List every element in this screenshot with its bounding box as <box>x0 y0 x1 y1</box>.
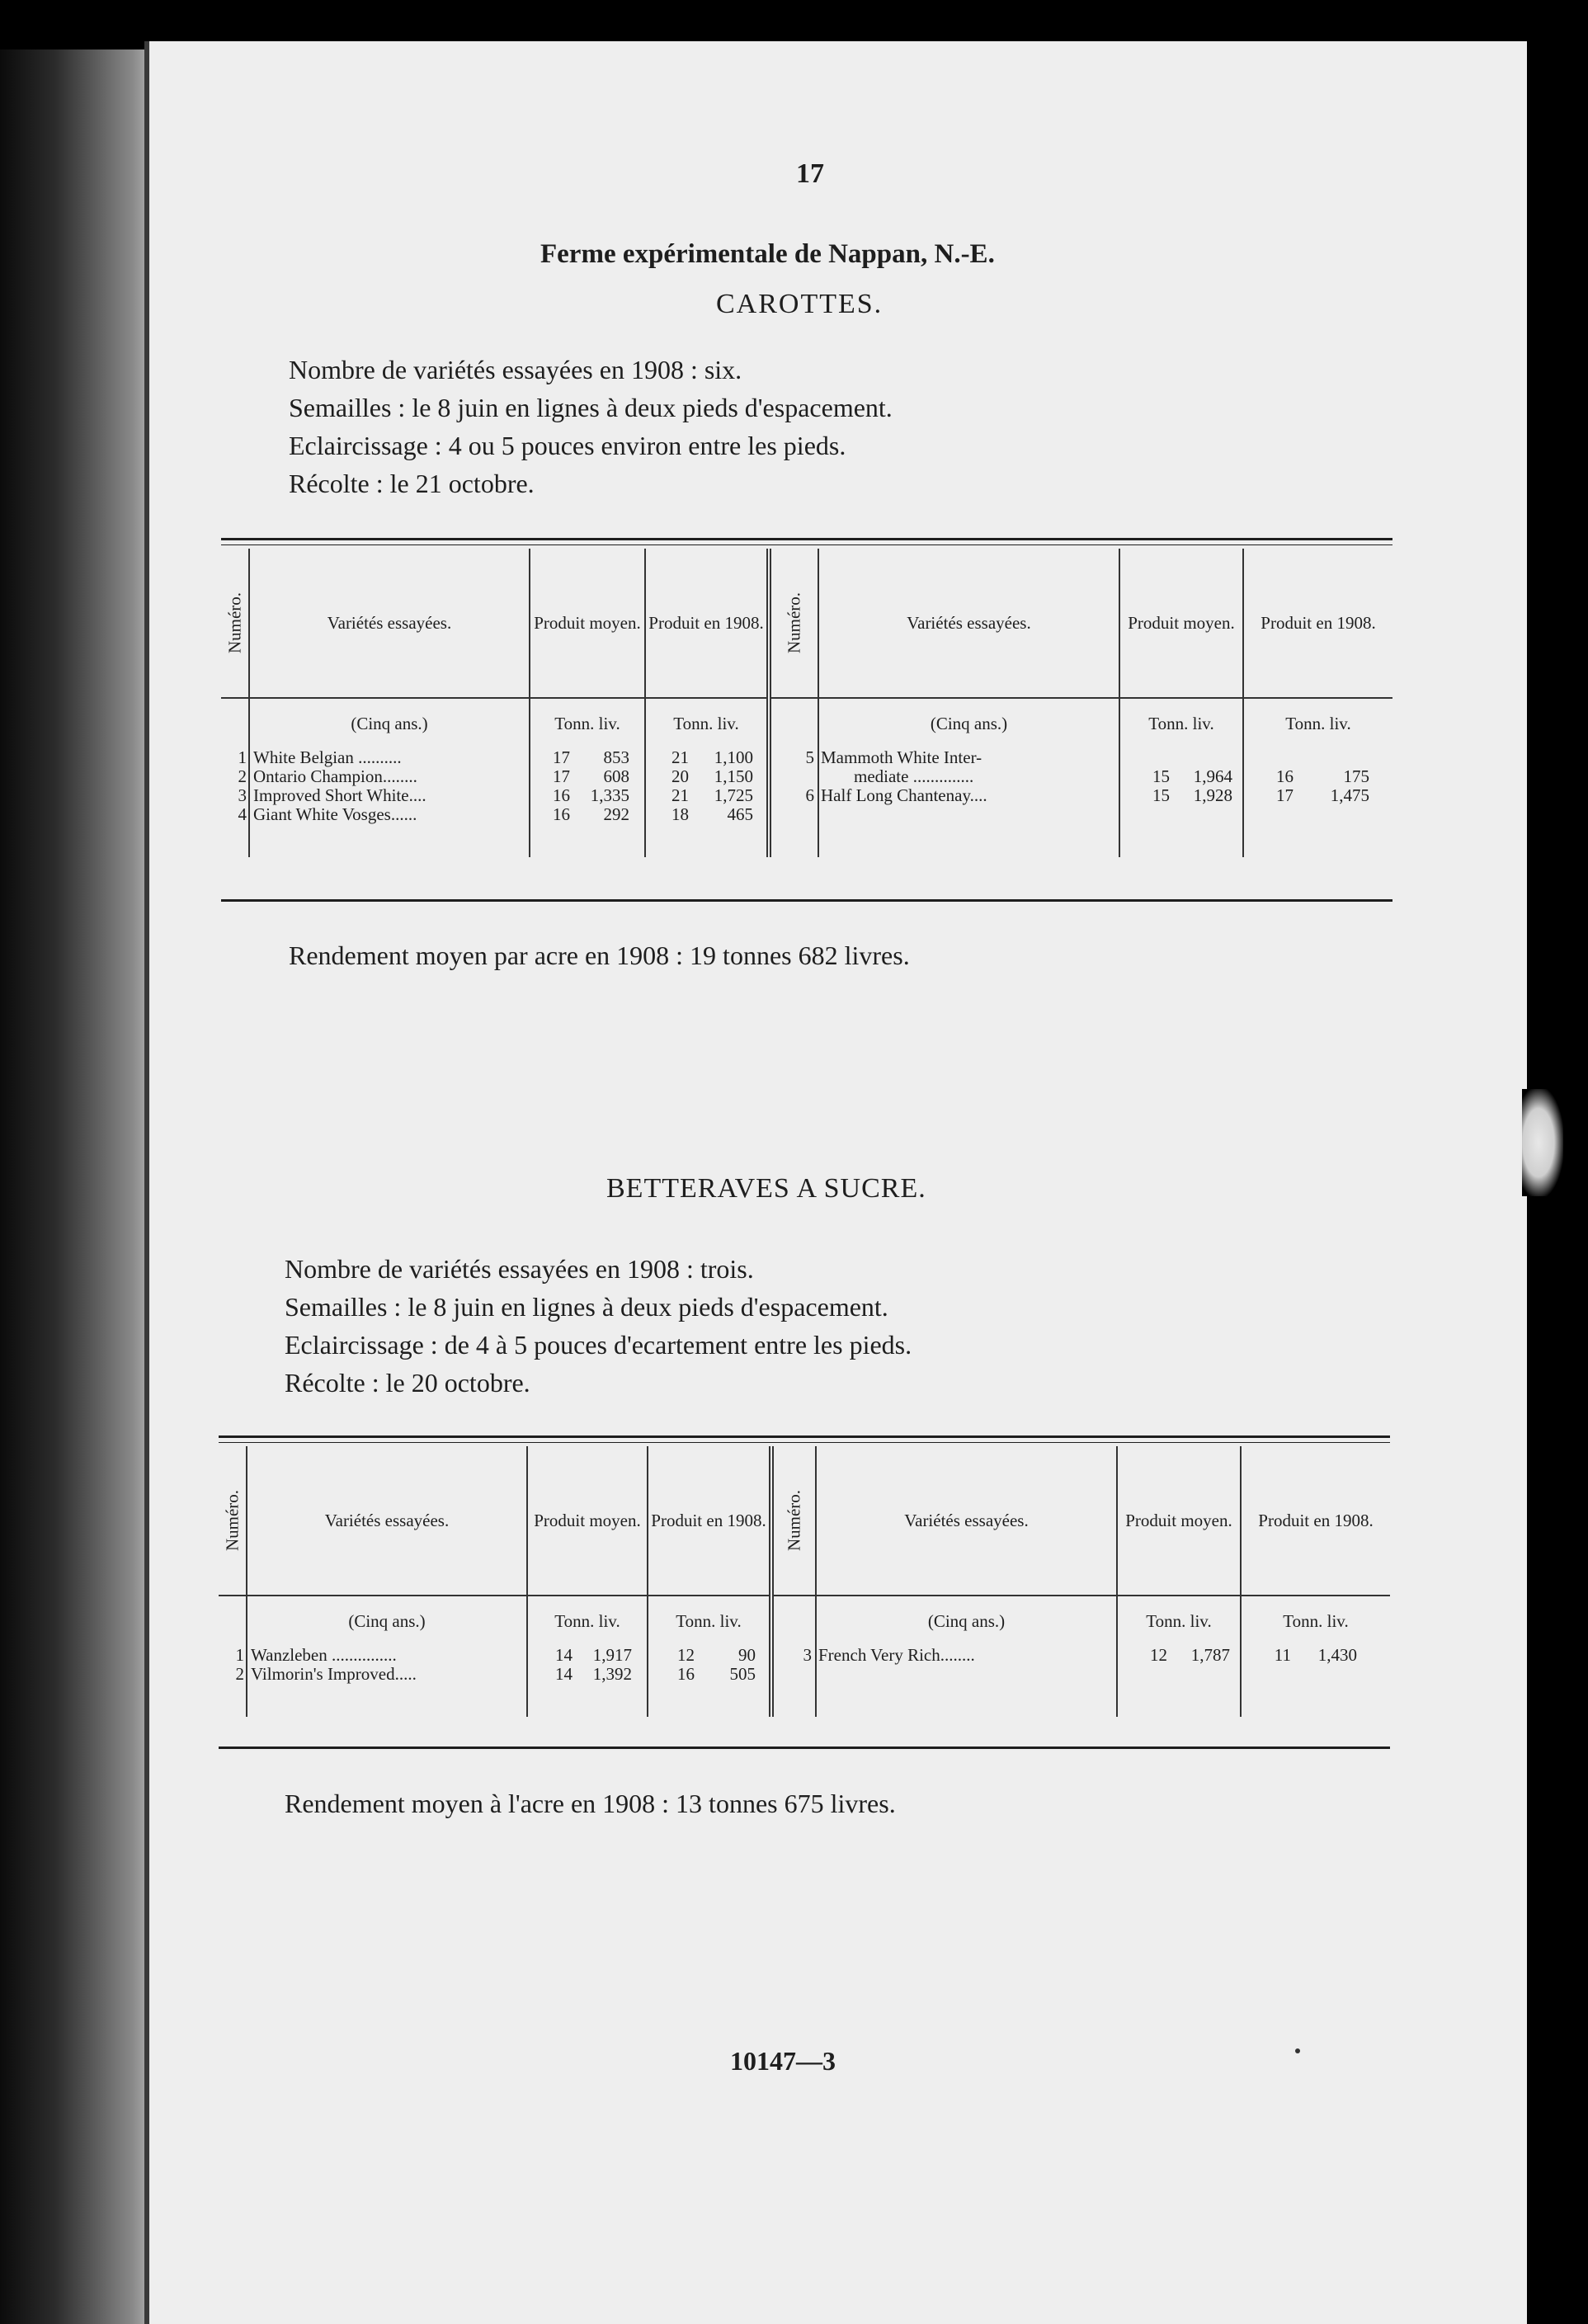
row-number: 4 <box>238 804 247 824</box>
variety-name: Wanzleben ............... <box>251 1645 397 1665</box>
variety-name: Half Long Chantenay.... <box>821 785 987 805</box>
ink-speck <box>1295 2048 1300 2053</box>
col-header-numero: Numéro. <box>771 1446 816 1596</box>
page-edge-tear <box>1522 1089 1563 1196</box>
value-tonnes: 12 <box>677 1645 695 1665</box>
col-header-numero: Numéro. <box>769 549 818 698</box>
variety-name: Improved Short White.... <box>253 785 426 805</box>
value-livres: 1,100 <box>714 747 753 767</box>
value-tonnes: 14 <box>555 1664 573 1684</box>
section-heading-betteraves: BETTERAVES A SUCRE. <box>606 1173 926 1204</box>
value-tonnes: 15 <box>1152 785 1170 805</box>
betteraves-info-line: Nombre de variétés essayées en 1908 : trois. <box>285 1254 754 1284</box>
col-header-varietes: Variétés essayées. <box>818 549 1119 698</box>
section-heading-carottes: CAROTTES. <box>716 289 884 319</box>
value-tonnes: 11 <box>1274 1645 1291 1665</box>
value-tonnes: 16 <box>553 785 570 805</box>
table-body-row <box>221 748 1392 824</box>
col-header-1908: Produit en 1908. <box>648 1446 771 1596</box>
row-number: 3 <box>238 785 247 805</box>
subheader-cinq-ans: (Cinq ans.) <box>818 698 1119 748</box>
table-body-row <box>219 1646 1390 1684</box>
value-livres: 1,787 <box>1190 1645 1230 1665</box>
value-livres: 1,335 <box>590 785 629 805</box>
value-tonnes: 17 <box>553 747 570 767</box>
subheader-tonn-liv: Tonn. liv. <box>1243 698 1392 748</box>
row-number: 5 <box>805 747 814 767</box>
subheader-cinq-ans: (Cinq ans.) <box>816 1596 1117 1646</box>
value-tonnes: 12 <box>1150 1645 1167 1665</box>
table-rule <box>221 899 1392 902</box>
table-subheader-row <box>219 1596 1390 1646</box>
book-spine <box>0 49 157 2324</box>
subheader-tonn-liv: Tonn. liv. <box>1241 1596 1390 1646</box>
betteraves-info-line: Récolte : le 20 octobre. <box>285 1368 530 1398</box>
subheader-tonn-liv: Tonn. liv. <box>648 1596 771 1646</box>
row-number: 6 <box>805 785 814 805</box>
value-livres: 1,150 <box>714 766 753 786</box>
row-number: 2 <box>235 1664 244 1684</box>
variety-name: Giant White Vosges...... <box>253 804 417 824</box>
variety-name: Mammoth White Inter- <box>821 747 982 767</box>
table-rule <box>219 1747 1390 1749</box>
value-livres: 1,392 <box>592 1664 632 1684</box>
variety-name: Ontario Champion........ <box>253 766 417 786</box>
col-header-numero: Numéro. <box>221 549 249 698</box>
col-header-moyen: Produit moyen. <box>527 1446 648 1596</box>
carottes-info-line: Récolte : le 21 octobre. <box>289 469 535 498</box>
carottes-summary: Rendement moyen par acre en 1908 : 19 tonnes 682 livres. <box>289 940 910 970</box>
col-header-moyen: Produit moyen. <box>1117 1446 1241 1596</box>
subheader-tonn-liv: Tonn. liv. <box>530 698 645 748</box>
carottes-info-line: Nombre de variétés essayées en 1908 : six. <box>289 355 742 384</box>
table-header-row <box>219 1446 1390 1596</box>
table-header-row <box>221 549 1392 698</box>
value-tonnes: 16 <box>677 1664 695 1684</box>
row-number: 1 <box>238 747 247 767</box>
col-header-varietes: Variétés essayées. <box>247 1446 527 1596</box>
page-number: 17 <box>796 158 824 189</box>
footer-signature: 10147—3 <box>730 2046 836 2076</box>
value-livres: 1,928 <box>1193 785 1232 805</box>
value-livres: 175 <box>1343 766 1369 786</box>
table-subheader-row <box>221 698 1392 748</box>
value-livres: 1,917 <box>592 1645 632 1665</box>
value-tonnes: 18 <box>671 804 689 824</box>
row-number: 1 <box>235 1645 244 1665</box>
subheader-tonn-liv: Tonn. liv. <box>645 698 769 748</box>
betteraves-table <box>219 1446 1390 1717</box>
value-tonnes: 17 <box>1276 785 1293 805</box>
value-livres: 853 <box>603 747 629 767</box>
carottes-table <box>221 549 1392 857</box>
variety-name: White Belgian .......... <box>253 747 402 767</box>
value-tonnes: 20 <box>671 766 689 786</box>
value-livres: 465 <box>727 804 753 824</box>
value-tonnes: 17 <box>553 766 570 786</box>
carottes-info-line: Eclaircissage : 4 ou 5 pouces environ entre les pieds. <box>289 431 846 460</box>
table-rule <box>221 544 1392 545</box>
value-livres: 90 <box>738 1645 756 1665</box>
value-tonnes: 16 <box>553 804 570 824</box>
carottes-info-line: Semailles : le 8 juin en lignes à deux pieds d'espacement. <box>289 393 893 422</box>
subheader-tonn-liv: Tonn. liv. <box>1117 1596 1241 1646</box>
variety-name: Vilmorin's Improved..... <box>251 1664 417 1684</box>
col-header-1908: Produit en 1908. <box>645 549 769 698</box>
col-header-moyen: Produit moyen. <box>530 549 645 698</box>
value-livres: 505 <box>729 1664 756 1684</box>
value-tonnes: 21 <box>671 785 689 805</box>
table-rule <box>221 538 1392 540</box>
value-tonnes: 14 <box>555 1645 573 1665</box>
subheader-tonn-liv: Tonn. liv. <box>1119 698 1243 748</box>
row-number: 2 <box>238 766 247 786</box>
carottes-info <box>289 351 893 502</box>
col-header-numero: Numéro. <box>219 1446 247 1596</box>
table-rule <box>219 1442 1390 1443</box>
subheader-tonn-liv: Tonn. liv. <box>527 1596 648 1646</box>
value-livres: 292 <box>603 804 629 824</box>
betteraves-info-line: Eclaircissage : de 4 à 5 pouces d'ecartement entre les pieds. <box>285 1330 912 1360</box>
variety-name: French Very Rich........ <box>818 1645 975 1665</box>
row-number: 3 <box>803 1645 812 1665</box>
col-header-varietes: Variétés essayées. <box>249 549 530 698</box>
value-livres: 608 <box>603 766 629 786</box>
value-livres: 1,725 <box>714 785 753 805</box>
value-livres: 1,475 <box>1330 785 1369 805</box>
betteraves-info-line: Semailles : le 8 juin en lignes à deux pieds d'espacement. <box>285 1292 888 1322</box>
col-header-1908: Produit en 1908. <box>1241 1446 1390 1596</box>
col-header-1908: Produit en 1908. <box>1243 549 1392 698</box>
subheader-cinq-ans: (Cinq ans.) <box>247 1596 527 1646</box>
value-tonnes: 21 <box>671 747 689 767</box>
col-header-moyen: Produit moyen. <box>1119 549 1243 698</box>
value-tonnes: 16 <box>1276 766 1293 786</box>
value-livres: 1,430 <box>1317 1645 1357 1665</box>
betteraves-summary: Rendement moyen à l'acre en 1908 : 13 tonnes 675 livres. <box>285 1789 896 1818</box>
subheader-cinq-ans: (Cinq ans.) <box>249 698 530 748</box>
variety-name-continued: mediate .............. <box>854 766 974 786</box>
farm-title: Ferme expérimentale de Nappan, N.-E. <box>540 239 995 269</box>
value-tonnes: 15 <box>1152 766 1170 786</box>
table-rule <box>219 1435 1390 1438</box>
betteraves-info <box>285 1250 912 1402</box>
value-livres: 1,964 <box>1193 766 1232 786</box>
col-header-varietes: Variétés essayées. <box>816 1446 1117 1596</box>
